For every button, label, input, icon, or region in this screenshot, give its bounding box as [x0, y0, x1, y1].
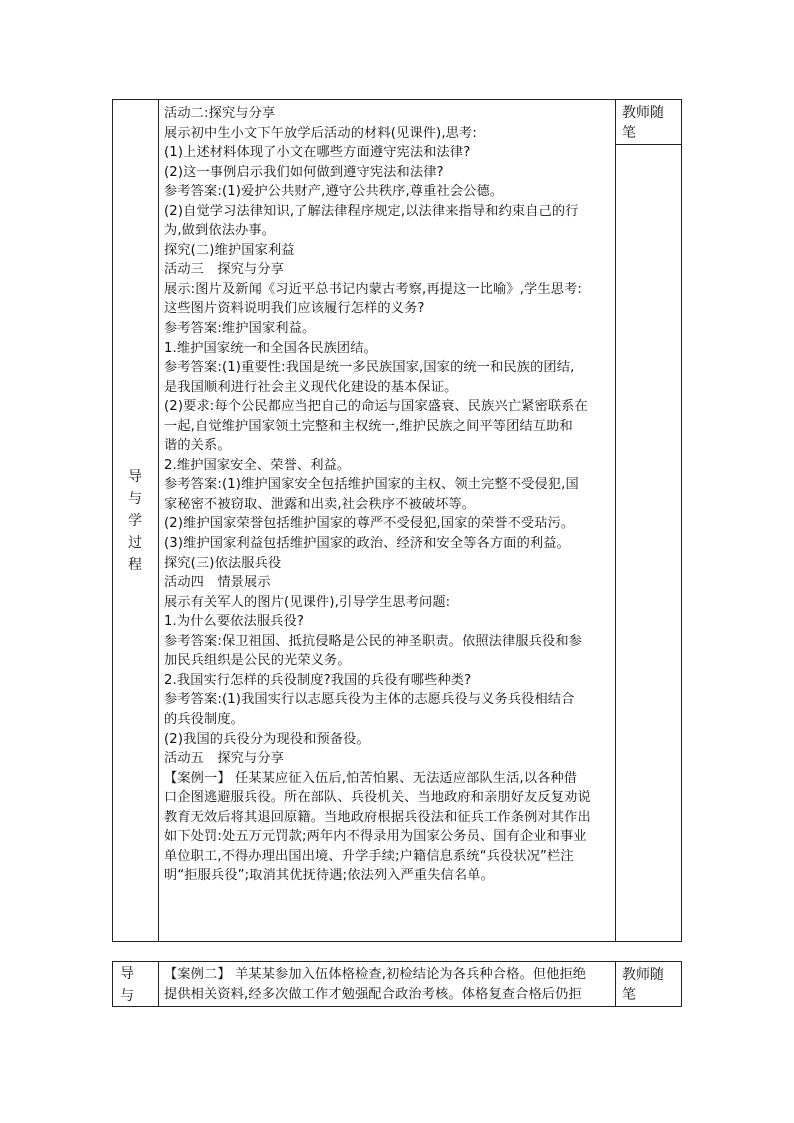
content-line: 1.为什么要依法服兵役?	[164, 614, 305, 630]
content-line: 教育无效后将其退回原籍。当地政府根据兵役法和征兵工作条例对其作出	[164, 809, 591, 825]
stage-label	[126, 466, 144, 576]
content-line: 1.维护国家统一和全国各民族团结。	[164, 340, 377, 356]
note-label-line: 教师随	[622, 967, 664, 983]
note-label-line: 笔	[622, 987, 636, 1003]
content-line: 展示有关军人的图片(见课件),引导学生思考问题:	[164, 594, 451, 610]
stage-label-char: 过	[128, 535, 142, 551]
content-line: 探究(三)依法服兵役	[164, 555, 282, 571]
stage-label-char: 导	[128, 469, 142, 485]
content-line: 单位职工,不得办理出国出境、升学手续;户籍信息系统“兵役状况”栏注	[164, 848, 574, 864]
stage-label-char: 与	[128, 491, 142, 507]
stage-label-char: 导	[120, 966, 134, 982]
content-line: 如下处罚:处五万元罚款;两年内不得录用为国家公务员、国有企业和事业	[164, 829, 587, 845]
content-line: 展示初中生小文下午放学后活动的材料(见课件),思考:	[164, 125, 477, 141]
note-label-line: 教师随	[622, 105, 664, 121]
content-line: (2)要求:每个公民都应当把自己的命运与国家盛衰、民族兴亡紧密联系在	[164, 399, 588, 415]
content-line: 活动五 探究与分享	[164, 751, 285, 767]
content-line: 【案例一】 任某某应征入伍后,怕苦怕累、无法适应部队生活,以各种借	[164, 770, 578, 786]
lesson-table-2	[112, 961, 682, 1007]
stage-label-char: 学	[128, 513, 142, 529]
content-line: (2)自觉学习法律知识,了解法律程序规定,以法律来指导和约束自己的行	[164, 203, 579, 219]
stage-label	[118, 963, 136, 1007]
content-line: (3)维护国家利益包括维护国家的政治、经济和安全等各方面的利益。	[164, 536, 570, 552]
column-divider-left	[158, 962, 159, 1006]
content-line: 口企图逃避服兵役。所在部队、兵役机关、当地政府和亲朋好友反复劝说	[164, 790, 591, 806]
content-line: (1)上述材料体现了小文在哪些方面遵守宪法和法律?	[164, 145, 471, 161]
content-line: 【案例二】 羊某某参加入伍体格检查,初检结论为各兵种合格。但他拒绝	[164, 967, 587, 982]
content-line: 活动三 探究与分享	[164, 262, 285, 278]
note-label-line: 笔	[622, 125, 636, 141]
content-line: 展示:图片及新闻《习近平总书记内蒙古考察,再提这一比喻》,学生思考:	[164, 281, 582, 297]
column-divider-right	[615, 962, 616, 1006]
content-line: 参考答案:(1)维护国家安全包括维护国家的主权、领土完整不受侵犯,国	[164, 477, 579, 493]
content-line: 参考答案:保卫祖国、抵抗侵略是公民的神圣职责。依照法律服兵役和参	[164, 633, 583, 649]
content-line: (2)维护国家荣誉包括维护国家的尊严不受侵犯,国家的荣誉不受玷污。	[164, 516, 575, 532]
content-line: 加民兵组织是公民的光荣义务。	[164, 653, 351, 669]
content-line: 参考答案:维护国家利益。	[164, 321, 316, 337]
content-line: 一起,自觉维护国家领土完整和主权统一,维护民族之间平等团结互助和	[164, 418, 573, 434]
teacher-notes-label	[622, 103, 664, 143]
stage-label-char: 与	[120, 988, 134, 1004]
note-cell-divider	[615, 144, 681, 145]
content-line: 探究(二)维护国家利益	[164, 242, 295, 258]
content-line: 2.维护国家安全、荣誉、利益。	[164, 457, 351, 473]
teacher-notes-label	[622, 965, 664, 1005]
content-line: 家秘密不被窃取、泄露和出卖,社会秩序不被破坏等。	[164, 496, 476, 512]
content-line: 参考答案:(1)重要性:我国是统一多民族国家,国家的统一和民族的团结,	[164, 360, 575, 376]
column-divider-left	[158, 100, 159, 941]
content-line: 为,做到依法办事。	[164, 223, 276, 239]
lesson-table-1	[112, 99, 682, 942]
content-line: 2.我国实行怎样的兵役制度?我国的兵役有哪些种类?	[164, 672, 472, 688]
stage-label-char: 程	[128, 557, 142, 573]
content-line: (2)这一事例启示我们如何做到遵守宪法和法律?	[164, 164, 444, 180]
content-line: (2)我国的兵役分为现役和预备役。	[164, 731, 370, 747]
lesson-content	[164, 104, 591, 886]
content-line: 活动二:探究与分享	[164, 106, 276, 121]
content-line: 谐的关系。	[164, 438, 231, 454]
lesson-content	[164, 965, 586, 1004]
content-line: 的兵役制度。	[164, 711, 245, 727]
content-line: 参考答案:(1)我国实行以志愿兵役为主体的志愿兵役与义务兵役相结合	[164, 692, 575, 708]
content-line: 是我国顺利进行社会主义现代化建设的基本保证。	[164, 379, 458, 395]
content-line: 这些图片资料说明我们应该履行怎样的义务?	[164, 301, 425, 317]
content-line: 参考答案:(1)爱护公共财产,遵守公共秩序,尊重社会公德。	[164, 184, 504, 200]
content-line: 活动四 情景展示	[164, 575, 271, 591]
content-line: 明“拒服兵役”;取消其优抚待遇;依法列入严重失信名单。	[164, 868, 494, 884]
column-divider-right	[615, 100, 616, 941]
content-line: 提供相关资料,经多次做工作才勉强配合政治考核。体格复查合格后仍拒	[164, 986, 582, 1002]
